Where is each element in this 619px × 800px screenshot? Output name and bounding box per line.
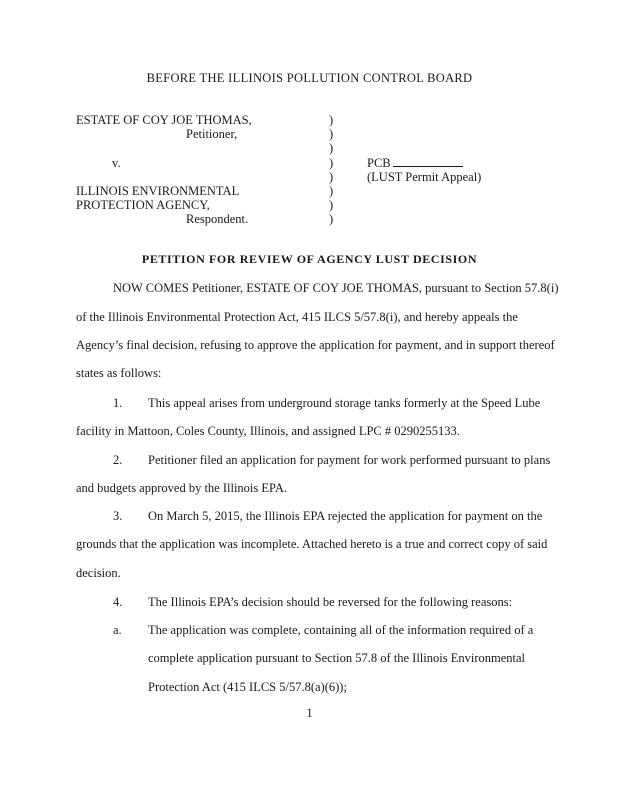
caption-paren: ) xyxy=(329,127,334,141)
paragraph-line: decision. xyxy=(76,566,121,580)
subparagraph-line: complete application pursuant to Section 57.8 of the Illinois Environmental xyxy=(148,651,526,665)
respondent-name-line1: ILLINOIS ENVIRONMENTAL xyxy=(76,184,240,198)
paragraph-line: On March 5, 2015, the Illinois EPA rejected the application for payment on the xyxy=(148,509,543,523)
intro-line: states as follows: xyxy=(76,366,162,380)
caption-paren: ) xyxy=(329,170,334,184)
appeal-type: (LUST Permit Appeal) xyxy=(367,170,482,184)
paragraph-number: 1. xyxy=(113,396,123,410)
petition-title: PETITION FOR REVIEW OF AGENCY LUST DECISION xyxy=(141,252,478,266)
paragraph-number: 2. xyxy=(113,453,123,467)
pcb-number-blank xyxy=(393,156,463,167)
caption-paren: ) xyxy=(329,212,334,226)
intro-line: of the Illinois Environmental Protection Act, 415 ILCS 5/57.8(i), and hereby appeals the xyxy=(76,310,518,324)
caption-paren: ) xyxy=(329,198,334,212)
respondent-role: Respondent. xyxy=(186,212,249,226)
pcb-label: PCB xyxy=(367,156,391,170)
paragraph-line: facility in Mattoon, Coles County, Illinois, and assigned LPC # 0290255133. xyxy=(76,424,460,438)
subparagraph-line: Protection Act (415 ILCS 5/57.8(a)(6)); xyxy=(148,680,347,694)
caption-paren: ) xyxy=(329,156,334,170)
respondent-name-line2: PROTECTION AGENCY, xyxy=(76,198,210,212)
paragraph-line: Petitioner filed an application for payment for work performed pursuant to plans xyxy=(148,453,551,467)
board-title: BEFORE THE ILLINOIS POLLUTION CONTROL BOARD xyxy=(146,71,473,85)
intro-line: Agency’s final decision, refusing to approve the application for payment, and in support thereof xyxy=(76,338,555,352)
petitioner-name: ESTATE OF COY JOE THOMAS, xyxy=(76,113,252,127)
paragraph-line: This appeal arises from underground storage tanks formerly at the Speed Lube xyxy=(148,396,541,410)
pcb-number xyxy=(367,156,463,171)
subparagraph-line: The application was complete, containing all of the information required of a xyxy=(148,623,534,637)
paragraph-number: 4. xyxy=(113,595,123,609)
paragraph-number: 3. xyxy=(113,509,123,523)
paragraph-line: grounds that the application was incomplete. Attached hereto is a true and correct copy of said xyxy=(76,537,548,551)
caption-paren: ) xyxy=(329,184,334,198)
caption-paren: ) xyxy=(329,113,334,127)
subparagraph-letter: a. xyxy=(113,623,122,637)
petitioner-role: Petitioner, xyxy=(186,127,238,141)
caption-paren: ) xyxy=(329,141,334,155)
paragraph-line: and budgets approved by the Illinois EPA. xyxy=(76,481,287,495)
paragraph-line: The Illinois EPA’s decision should be reversed for the following reasons: xyxy=(148,595,513,609)
versus: v. xyxy=(112,156,121,170)
page-number: 1 xyxy=(306,706,313,720)
intro-line: NOW COMES Petitioner, ESTATE OF COY JOE THOMAS, pursuant to Section 57.8(i) xyxy=(113,281,559,295)
